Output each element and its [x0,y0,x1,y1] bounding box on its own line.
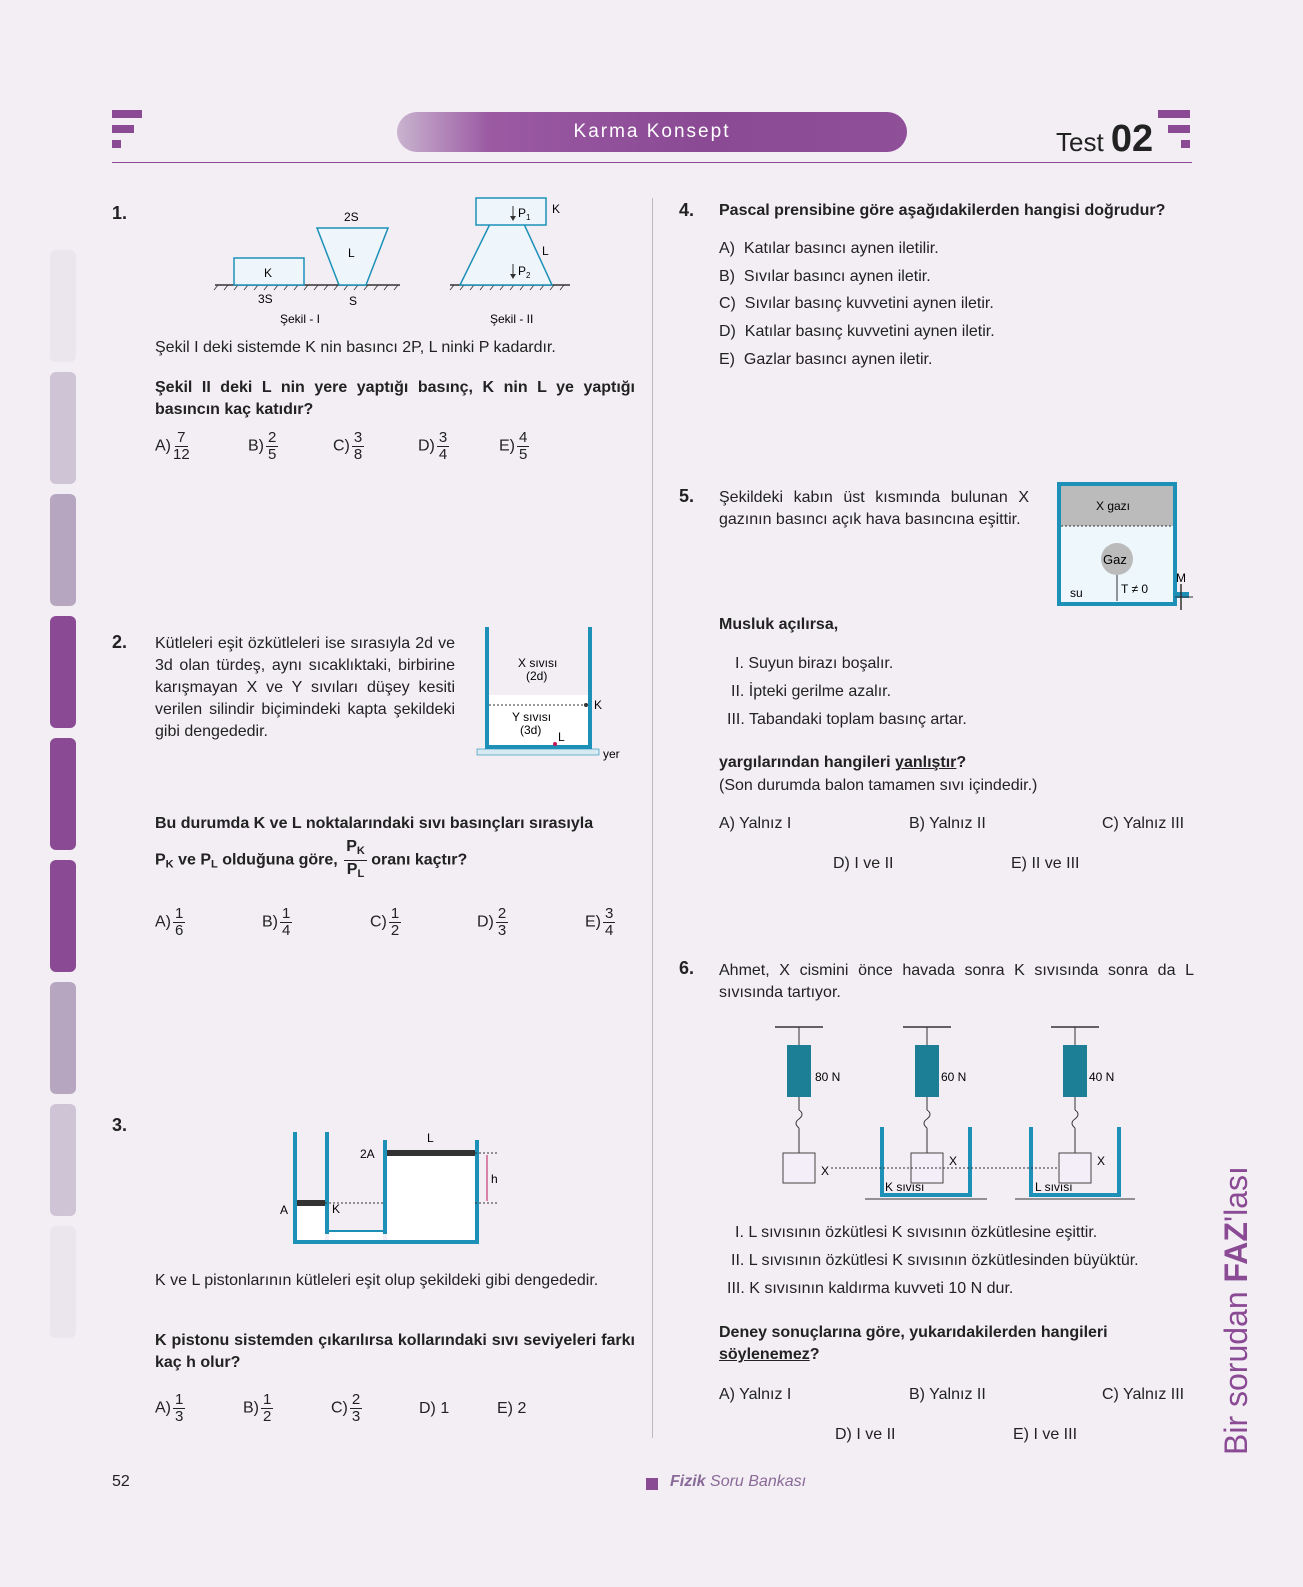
q2-fig-x-liquid: X sıvısı [518,656,558,670]
q6-fig-reading-1: 80 N [815,1070,841,1084]
side-bar-1 [50,250,76,362]
q2-number: 2. [112,632,128,652]
q5-option-b[interactable]: B) Yalnız II [909,815,986,832]
q3-number: 3. [112,1115,128,1135]
q5-option-a[interactable]: A) Yalnız I [719,815,792,832]
q5-question: yargılarından hangileri yanlıştır? [719,754,967,771]
test-word: Test [1056,127,1104,157]
q2-fig-y-liquid: Y sıvısı [512,710,552,724]
q5-option-c[interactable]: C) Yalnız III [1102,815,1185,832]
q5-statement-3: III. Tabandaki toplam basınç artar. [727,711,967,728]
q1-fig2-l-label: L [542,244,549,258]
q2-option-e[interactable]: E) $\frac{3}{4}$ [585,905,614,939]
q1-fig-2s-label: 2S [344,210,359,224]
side-bar-7 [50,982,76,1094]
page-number: 52 [112,1473,130,1490]
q2-figure [475,625,635,765]
test-number: 02 [1110,118,1154,160]
q5-fig-water: su [1070,586,1083,600]
q1-fig-p1: P [518,206,527,220]
q3-fig-h: h [491,1172,498,1186]
q6-option-d[interactable]: D) I ve II [835,1426,896,1443]
q3-fig-l: L [427,1131,434,1145]
footer-book-title: Fizik Soru Bankası [670,1473,807,1490]
q2-option-d[interactable]: D) $\frac{2}{3}$ [477,905,507,939]
side-bar-8 [50,1104,76,1216]
q4-option-d[interactable]: D) Katılar basınç kuvvetini aynen iletir. [719,323,995,340]
q4-question: Pascal prensibine göre aşağıdakilerden hangisi doğrudur? [719,202,1166,219]
q2-option-a[interactable]: A) $\frac{1}{6}$ [155,905,184,939]
q2-fig-k: K [594,698,603,712]
q3-option-c[interactable]: C) $\frac{2}{3}$ [331,1391,361,1425]
q3-fig-2a: 2A [360,1147,375,1161]
q6-fig-k-liquid: K sıvısı [885,1180,925,1194]
q6-question: Deney sonuçlarına göre, yukarıdakilerden hangileri söylenemez? [719,1324,1108,1363]
q5-note: (Son durumda balon tamamen sıvı içindedir.) [719,777,1038,794]
q1-option-e[interactable]: E) $\frac{4}{5}$ [499,429,528,463]
q5-fig-valve[interactable]: M [1176,571,1186,585]
q6-option-e[interactable]: E) I ve III [1013,1426,1078,1443]
q5-statement-1: I. Suyun birazı boşalır. [735,655,894,672]
side-slogan: Bir sorudan FAZ'lası [1218,1166,1254,1455]
q5-fig-tension: T ≠ 0 [1121,582,1149,596]
q6-text: Ahmet, X cismini önce havada sonra K sıvısında sonra da L sıvısında tartıyor. [719,962,1194,1001]
q3-statement: K ve L pistonlarının kütleleri eşit olup şekildeki gibi dengededir. [155,1272,599,1289]
header-banner-text: Karma Konsept [573,121,731,142]
side-bar-6 [50,860,76,972]
q6-number: 6. [679,958,695,978]
q6-fig-x-3: X [1097,1154,1106,1168]
q3-option-e[interactable]: E) 2 [497,1400,527,1417]
q1-fig2-k-label: K [552,202,561,216]
header-rule [112,162,1192,163]
test-label [1056,118,1153,161]
q3-fig-a: A [280,1203,289,1217]
q3-fig-k: K [332,1202,341,1216]
q2-fig-l: L [558,730,565,744]
q6-fig-l-liquid: L sıvısı [1035,1180,1073,1194]
q6-statement-2: II. L sıvısının özkütlesi K sıvısının özkütlesinden büyüktür. [731,1252,1139,1269]
side-bar-3 [50,494,76,606]
logo-right-icon [1158,110,1192,154]
q3-figure [275,1120,505,1250]
q1-fig-l-label: L [348,246,355,260]
q2-question-line1: Bu durumda K ve L noktalarındaki sıvı basınçları sırasıyla [155,815,594,832]
footer-square-icon [646,1478,658,1490]
q5-number: 5. [679,486,695,506]
q6-option-b[interactable]: B) Yalnız II [909,1386,986,1403]
q6-fig-x-2: X [949,1154,958,1168]
side-bar-4 [50,616,76,728]
q4-option-a[interactable]: A) Katılar basıncı aynen iletilir. [719,240,939,257]
q1-figure [210,195,590,330]
logo-icon [112,110,144,152]
side-bar-5 [50,738,76,850]
q3-option-b[interactable]: B) $\frac{1}{2}$ [243,1391,272,1425]
q5-text: Şekildeki kabın üst kısmında bulunan X gazının basıncı açık hava basıncına eşittir. [719,489,1029,528]
q3-option-d[interactable]: D) 1 [419,1400,450,1417]
q4-option-b[interactable]: B) Sıvılar basıncı aynen iletir. [719,268,931,285]
q4-option-c[interactable]: C) Sıvılar basınç kuvvetini aynen iletir. [719,295,994,312]
header-banner [397,112,907,152]
q1-fig-s-label: S [349,294,358,308]
q1-fig-p2: P [518,264,527,278]
q5-lead: Musluk açılırsa, [719,616,839,633]
q5-option-d[interactable]: D) I ve II [833,855,894,872]
q2-option-b[interactable]: B) $\frac{1}{4}$ [262,905,291,939]
q2-fig-ground: yer [603,747,620,761]
q1-fig-3s-label: 3S [258,292,273,306]
q1-option-a[interactable]: A) $\frac{7}{12}$ [155,429,190,463]
q1-question: Şekil II deki L nin yere yaptığı basınç, K nin L ye yaptığı basıncın kaç katıdır? [155,379,635,418]
q1-fig1-caption: Şekil - I [280,312,321,326]
q5-fig-balloon: Gaz [1103,552,1127,567]
q6-fig-reading-3: 40 N [1089,1070,1115,1084]
q5-statement-2: II. İpteki gerilme azalır. [731,683,892,700]
q3-option-a[interactable]: A) $\frac{1}{3}$ [155,1391,184,1425]
q1-fig-p2-sub: 2 [526,271,531,280]
q6-option-c[interactable]: C) Yalnız III [1102,1386,1185,1403]
q1-option-b[interactable]: B) $\frac{2}{5}$ [248,429,277,463]
q1-fig-p1-sub: 1 [526,213,531,222]
q6-fig-reading-2: 60 N [941,1070,967,1084]
q2-fig-y-d: (3d) [520,723,542,737]
q1-statement: Şekil I deki sistemde K nin basıncı 2P, L ninki P kadardır. [155,339,556,356]
q1-number: 1. [112,203,128,223]
q3-question: K pistonu sistemden çıkarılırsa kollarındaki sıvı seviyeleri farkı kaç h olur? [155,1332,635,1371]
q1-option-d[interactable]: D) $\frac{3}{4}$ [418,429,448,463]
side-bar-2 [50,372,76,484]
q6-figure [765,1015,1145,1220]
q2-text: Kütleleri eşit özkütleleri ise sırasıyla 2d ve 3d olan türdeş, aynı sıcaklıktaki, birbirine karışmayan X ve Y sıvıları düşey kesiti verilen silindir biçimindeki kapta şekildeki gibi dengededir. [155,635,455,740]
q6-fig-x-1: X [821,1164,830,1178]
q5-fig-x-gas: X gazı [1096,499,1131,513]
q1-option-c[interactable]: C) $\frac{3}{8}$ [333,429,363,463]
side-bar-9 [50,1226,76,1338]
q2-question-line2: $P_K$ ve $P_L$ olduğuna göre, $\frac{P_K}{P_L}$ oranı kaçtır? [155,838,468,880]
column-divider [652,198,653,1438]
q1-fig-k-label: K [264,266,273,280]
q6-option-a[interactable]: A) Yalnız I [719,1386,792,1403]
q2-option-c[interactable]: C) $\frac{1}{2}$ [370,905,400,939]
q5-figure [1055,480,1195,620]
q1-fig2-caption: Şekil - II [490,312,534,326]
q5-option-e[interactable]: E) II ve III [1011,855,1080,872]
q6-statement-3: III. K sıvısının kaldırma kuvveti 10 N dur. [727,1280,1014,1297]
q4-option-e[interactable]: E) Gazlar basıncı aynen iletir. [719,351,933,368]
q6-statement-1: I. L sıvısının özkütlesi K sıvısının özkütlesine eşittir. [735,1224,1098,1241]
q4-number: 4. [679,200,695,220]
q2-fig-x-d: (2d) [526,669,548,683]
